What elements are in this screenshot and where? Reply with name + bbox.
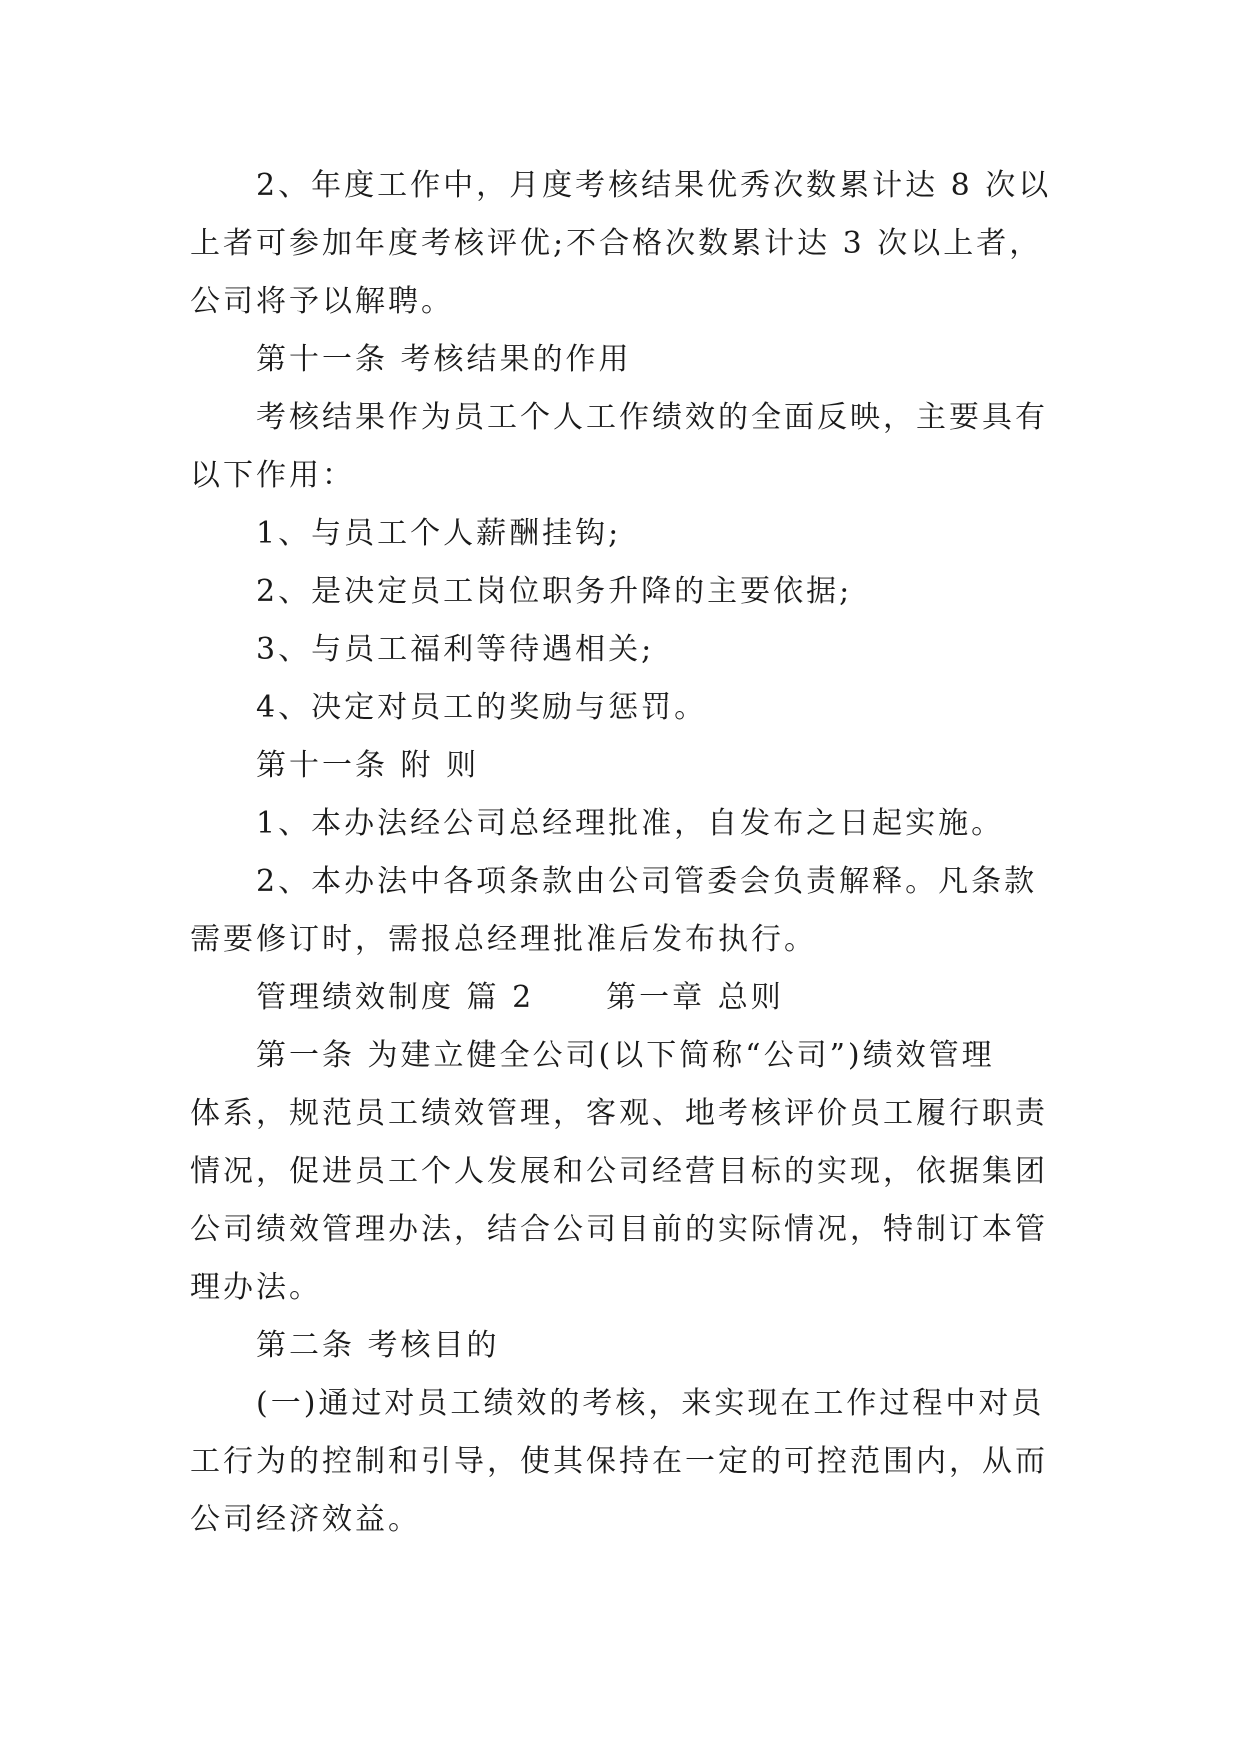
paragraph-line: 需要修订时，需报总经理批准后发布执行。 [190, 922, 817, 957]
list-item: 1、与员工个人薪酬挂钩; [256, 516, 622, 551]
paragraph-line: 公司将予以解聘。 [190, 284, 454, 319]
list-item: 4、决定对员工的奖励与惩罚。 [256, 690, 708, 725]
paragraph-line: 考核结果作为员工个人工作绩效的全面反映，主要具有 [256, 400, 1048, 435]
chapter-heading: 第一章 总则 [606, 980, 784, 1015]
paragraph-line: (一)通过对员工绩效的考核，来实现在工作过程中对员 [256, 1386, 1045, 1421]
paragraph-line: 第一条 为建立健全公司(以下简称“公司”)绩效管理 [256, 1038, 995, 1073]
paragraph-line: 理办法。 [190, 1270, 322, 1305]
paragraph-line: 上者可参加年度考核评优;不合格次数累计达 3 次以上者， [190, 226, 1043, 261]
document-title: 管理绩效制度 篇 2 [256, 980, 535, 1015]
list-item: 1、本办法经公司总经理批准，自发布之日起实施。 [256, 806, 1005, 841]
paragraph-line: 2、年度工作中，月度考核结果优秀次数累计达 8 次以 [256, 168, 1052, 203]
section-heading: 第十一条 附 则 [256, 748, 480, 783]
paragraph-line: 情况，促进员工个人发展和公司经营目标的实现，依据集团 [190, 1154, 1048, 1189]
chapter-heading-line [190, 969, 1050, 1027]
paragraph-line: 以下作用： [190, 458, 355, 493]
list-item: 2、是决定员工岗位职务升降的主要依据; [256, 574, 853, 609]
paragraph-line: 体系，规范员工绩效管理，客观、地考核评价员工履行职责 [190, 1096, 1048, 1131]
list-item: 2、本办法中各项条款由公司管委会负责解释。凡条款 [256, 864, 1038, 899]
section-heading: 第十一条 考核结果的作用 [256, 342, 632, 377]
section-heading: 第二条 考核目的 [256, 1328, 500, 1363]
paragraph-line: 公司经济效益。 [190, 1502, 421, 1537]
paragraph-line: 公司绩效管理办法，结合公司目前的实际情况，特制订本管 [190, 1212, 1048, 1247]
document-body [190, 157, 1050, 1549]
paragraph-line: 工行为的控制和引导，使其保持在一定的可控范围内，从而 [190, 1444, 1048, 1479]
list-item: 3、与员工福利等待遇相关; [256, 632, 655, 667]
